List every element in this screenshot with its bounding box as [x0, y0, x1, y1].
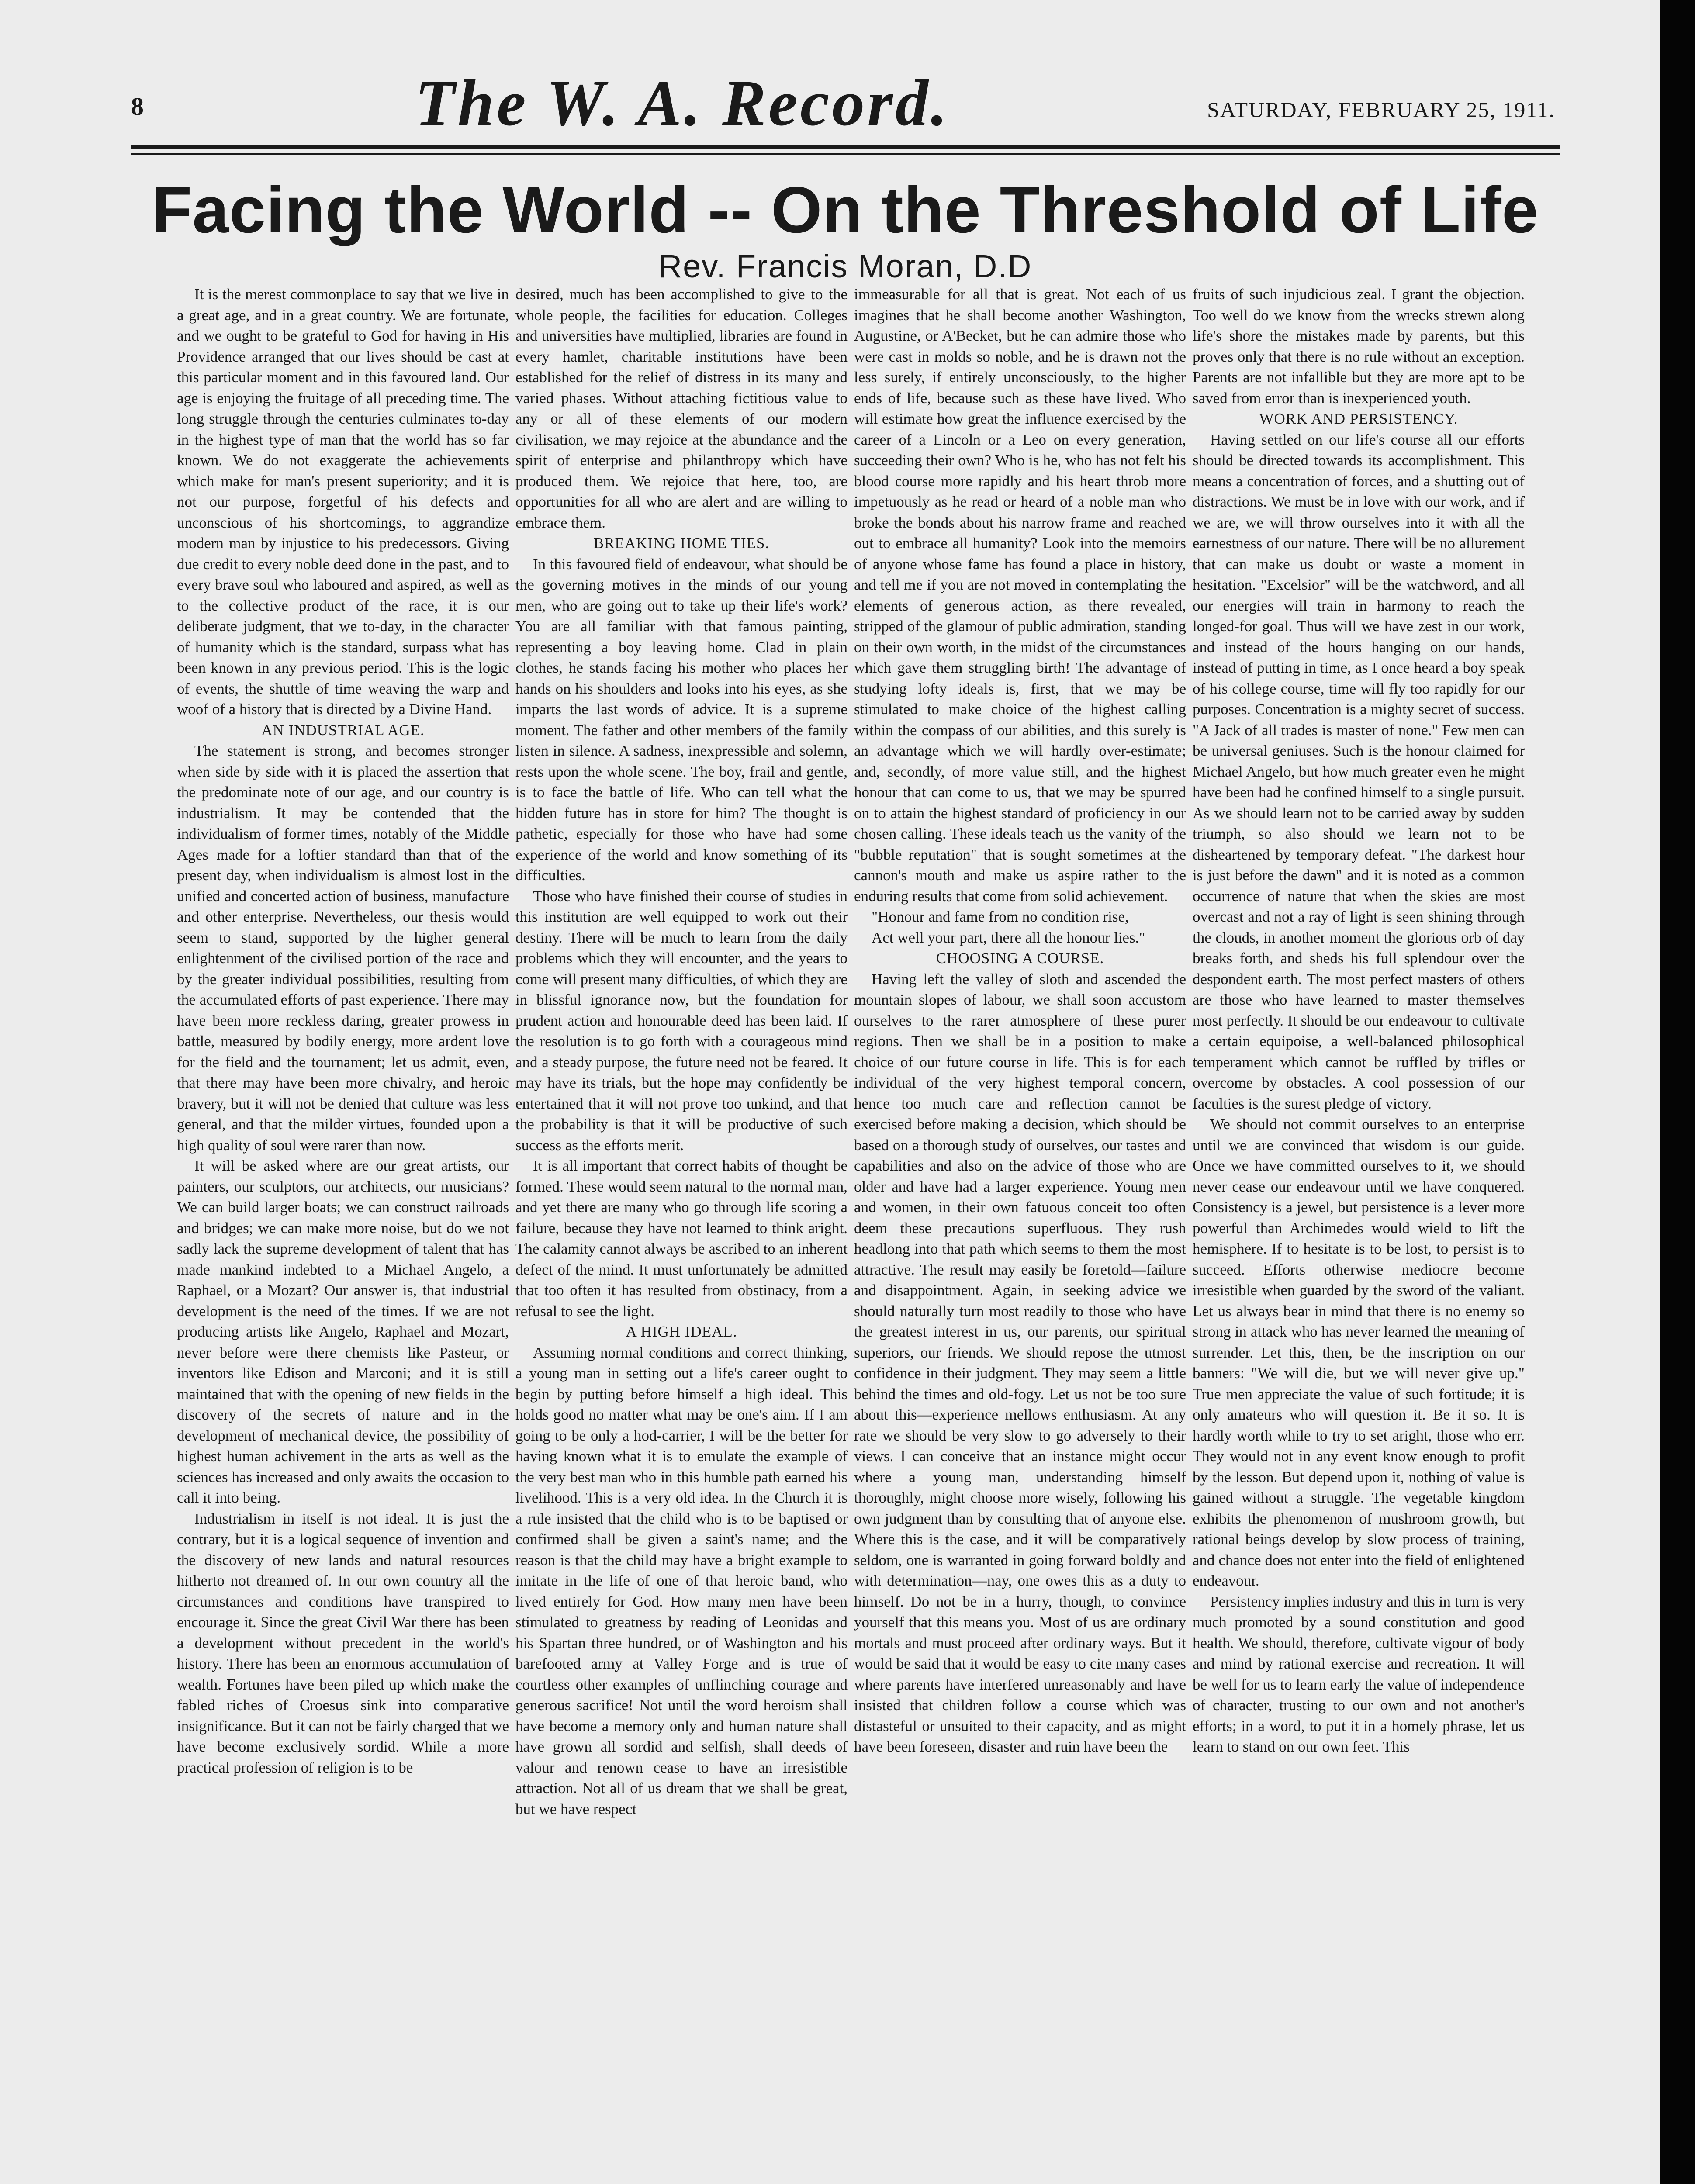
paper-name: The W. A. Record. — [415, 67, 950, 139]
section-heading: WORK AND PERSISTENCY. — [1259, 410, 1458, 427]
paragraph: desired, much has been accomplished to give to the whole people, the facilities for education. Colleges and universities have multiplied, libraries are found in every hamlet, charitable institutions have been established for the relief of distress in its many and varied phases. Without attaching fictitious value to any or all of these elements of our modern civilisation, we may rejoice at the abundance and the spirit of enterprise and philanthropy which have produced them. We rejoice that here, too, are opportunities for all who are alert and are willing to embrace them. — [515, 286, 848, 531]
article-byline: Rev. Francis Moran, D.D — [658, 248, 1032, 284]
section-heading: CHOOSING A COURSE. — [936, 950, 1104, 967]
scan-border — [1660, 0, 1695, 2184]
section-heading: AN INDUSTRIAL AGE. — [261, 721, 425, 739]
page-number: 8 — [131, 92, 144, 121]
paragraph: immeasurable for all that is great. Not each of us imagines that he shall become another Washington, Augustine, or A'Becket, but he can admire those who were cast in molds so noble, and he is drawn not the less surely, if entirely unconsciously, to the higher ends of life, because such as these have lived. Who will estimate how great the influence exercised by the career of a Lincoln or a Leo on every generation, succeeding their own? Who is he, who has not felt his blood course more rapidly and his heart throb more impetuously as he read or heard of a noble man who broke the bonds about his narrow frame and reached out to embrace all humanity? Look into the memoirs of anyone whose fame has found a place in history, and tell me if you are not moved in contemplating the elements of generous action, as there revealed, stripped of the glamour of public admiration, standing on their own worth, in the midst of the circumstances which gave them struggling birth! The advantage of studying lofty ideals is, first, that we may be stimulated to make choice of the highest calling within the compass of our abilities, and this surely is an advantage which we will hardly over-estimate; and, secondly, of more value still, and the highest honour that can come to us, that we may be spurred on to attain the highest standard of proficiency in our chosen calling. These ideals teach us the vanity of the "bubble reputation" that is sought sometimes at the cannon's mouth and make us aspire rather to the enduring results that come from solid achievement. — [854, 286, 1186, 905]
paragraph: Industrialism in itself is not ideal. It is just the contrary, but it is a logical sequence of invention and the discovery of new lands and natural resources hitherto not dreamed of. In our own country all the circumstances and conditions have transpired to encourage it. Since the great Civil War there has been a development without precedent in the world's history. There has been an enormous accumulation of wealth. Fortunes have been piled up which make the fabled riches of Croesus sink into comparative insignificance. But it can not be fairly charged that we have become exclusively sordid. While a more practical profession of religion is to be — [177, 1510, 509, 1776]
paragraph: We should not commit ourselves to an enterprise until we are convinced that wisdom is our guide. Once we have committed ourselves to it, we should never cease our endeavour until we have conquered. Consistency is a jewel, but persistence is a lever more powerful than Archimedes would wield to lift the hemisphere. If to hesitate is to be lost, to persist is to succeed. Efforts otherwise mediocre become irresistible when guarded by the sword of the valiant. Let us always bear in mind that there is no enemy so strong in attack who has never learned the meaning of surrender. Let this, then, be the inscription on our banners: "We will die, but we will never give up." True men appreciate the value of such fortitude; it is only amateurs who will question it. Be it so. It is hardly worth while to try to set aright, those who err. They would not in any event know enough to profit by the lesson. But depend upon it, nothing of value is gained without a struggle. The vegetable kingdom exhibits the phenomenon of mushroom growth, but rational beings develop by slow process of training, and chance does not enter into the field of enlightened endeavour. — [1193, 1116, 1525, 1589]
paragraph: Persistency implies industry and this in turn is very much promoted by a sound constitution and good health. We should, therefore, cultivate vigour of body and mind by rational exercise and recreation. It will be well for us to learn early the value of independence of character, trusting to our own and not another's efforts; in a word, to put it in a homely phrase, let us learn to stand on our own feet. This — [1193, 1593, 1525, 1755]
paragraph: The statement is strong, and becomes stronger when side by side with it is placed the assertion that the predominate note of our age, and our country is industrialism. It may be contended that the individualism of former times, notably of the Middle Ages made for a loftier standard than that of the present day, when individualism is almost lost in the unified and concerted action of business, manufacture and other enterprise. Nevertheless, our thesis would seem to stand, supported by the higher general enlightenment of the civilised portion of the race and by the greater individual possibilities, resulting from the accumulated efforts of past experience. There may have been more reckless daring, greater prowess in battle, measured by bodily energy, more ardent love for the field and the tournament; let us admit, even, that there may have been more chivalry, and heroic bravery, but it will not be denied that culture was less general, and that the milder virtues, founded upon a high quality of soul were rarer than now. — [177, 742, 509, 1154]
article-column-3 — [854, 284, 1186, 2184]
paragraph: In this favoured field of endeavour, what should be the governing motives in the minds of our young men, who are going out to take up their life's work? You are all familiar with that famous painting, representing a boy leaving home. Clad in plain clothes, he stands facing his mother who places her hands on his shoulders and looks into his eyes, as she imparts the last words of advice. It is a supreme moment. The father and other members of the family listen in silence. A sadness, inexpressible and solemn, rests upon the whole scene. The boy, frail and gentle, is to face the battle of life. Who can tell what the hidden future has in store for him? The thought is pathetic, especially for those who have had some experience of the world and know something of its difficulties. — [515, 555, 848, 884]
paragraph: fruits of such injudicious zeal. I grant the objection. Too well do we know from the wrecks strewn along life's shore the mistakes made by parents, but this proves only that there is no rule without an exception. Parents are not infallible but they are more apt to be saved from error than is inexperienced youth. — [1193, 286, 1525, 407]
dateline: SATURDAY, FEBRUARY 25, 1911. — [1207, 97, 1555, 122]
section-heading: A HIGH IDEAL. — [626, 1323, 737, 1340]
article-column-1 — [177, 284, 509, 2184]
paragraph: It will be asked where are our great artists, our painters, our sculptors, our architects, our musicians? We can build larger boats; we can construct railroads and bridges; we can make more noise, but do we not sadly lack the supreme development of talent that has made mankind indebted to a Michael Angelo, a Raphael, or a Mozart? Our answer is, that industrial development is the need of the times. If we are not producing artists like Angelo, Raphael and Mozart, never before were there chemists like Pasteur, or inventors like Edison and Marconi; and it is still maintained that with the opening of new fields in the discovery of the secrets of nature and in the development of mechanical device, the possibility of highest human achivement in the arts as well as the sciences has increased and only awaits the occasion to call it into being. — [177, 1157, 509, 1506]
article-column-4 — [1193, 284, 1525, 2184]
masthead — [131, 66, 1555, 144]
paragraph: Having left the valley of sloth and ascended the mountain slopes of labour, we shall soon accustom ourselves to the rarer atmosphere of these purer regions. Then we shall be in a position to make choice of our future course in life. This is for each individual of the very highest temporal concern, hence too much care and reflection cannot be exercised before making a decision, which should be based on a thorough study of ourselves, our tastes and capabilities and also on the advice of those who are older and have had a larger experience. Young men and women, in their own fatuous conceit too often deem these precautions superfluous. They rush headlong into that path which seems to them the most attractive. The result may easily be foretold—failure and disappointment. Again, in seeking advice we should naturally turn most readily to those who have the greatest interest in us, our parents, our spiritual superiors, our friends. We should repose the utmost confidence in their judgment. They may seem a little behind the times and old-fogy. Let us not be too sure about this—experience mellows enthusiasm. At any rate we should be very slow to go adversely to their views. I can conceive that an instance might occur where a young man, understanding himself thoroughly, might choose more wisely, following his own judgment than by consulting that of anyone else. Where this is the case, and it will be comparatively seldom, one is warranted in going forward boldly and with determination—nay, one owes this as a duty to himself. Do not be in a hurry, though, to convince yourself that this means you. Most of us are ordinary mortals and must proceed after ordinary ways. But it would be said that it would be easy to cite many cases where parents have interfered unreasonably and have insisted that children follow a course which was distasteful or unsuited to their capacity, and as might have been foreseen, disaster and ruin have been the — [854, 970, 1186, 1755]
section-heading: BREAKING HOME TIES. — [593, 535, 770, 552]
paragraph: It is all important that correct habits of thought be formed. These would seem natural to the normal man, and yet there are many who go through life scoring a failure, because they have not learned to think aright. The calamity cannot always be ascribed to an inherent defect of the mind. It must unfortunately be admitted that too often it has resulted from obstinacy, from a refusal to see the light. — [515, 1157, 848, 1320]
paragraph: Those who have finished their course of studies in this institution are well equipped to work out their destiny. There will be much to learn from the daily problems which they will encounter, and the years to come will present many difficulties, of which they are in blissful ignorance now, but the foundation for prudent action and honourable deed has been laid. If the resolution is to go forth with a courageous mind and a steady purpose, the future need not be feared. It may have its trials, but the hope may confidently be entertained that it will not prove too unkind, and that the probability is that it will be productive of such success as the efforts merit. — [515, 887, 848, 1154]
paragraph: Having settled on our life's course all our efforts should be directed towards its accomplishment. This means a concentration of forces, and a shutting out of distractions. We must be in love with our work, and if we are, we will throw ourselves into it with all the earnestness of our nature. There will be no allurement that can make us doubt or waste a moment in hesitation. "Excelsior" will be the watchword, and all our energies will train in harmony to reach the longed-for goal. Thus will we have zest in our work, and instead of the hours hanging on our hands, instead of putting in time, as I once heard a boy speak of his college course, time will fly too rapidly for our purposes. Concentration is a mighty secret of success. "A Jack of all trades is master of none." Few men can be universal geniuses. Such is the honour claimed for Michael Angelo, but how much greater even he might have been had he confined himself to a single pursuit. As we should learn not to be carried away by sudden triumph, so also should we learn not to be disheartened by temporary defeat. "The darkest hour is just before the dawn" and it is noted as a common occurrence of nature that when the skies are most overcast and not a ray of light is seen shining through the clouds, in another moment the glorious orb of day breaks forth, and sheds his full splendour over the despondent earth. The most perfect masters of others are those who have learned to master themselves most perfectly. It should be our endeavour to cultivate a certain equipoise, a well-balanced philosophical temperament which cannot be ruffled by trifles or overcome by obstacles. A cool possession of our faculties is the surest pledge of victory. — [1193, 431, 1525, 1112]
verse-line: Act well your part, there all the honour lies." — [872, 929, 1145, 946]
article-column-2 — [515, 284, 848, 2184]
paragraph: It is the merest commonplace to say that we live in a great age, and in a great country. We are fortunate, and we ought to be grateful to God for having in His Providence arranged that our lives should be cast at this particular moment and in this favoured land. Our age is enjoying the fruitage of all preceding time. The long struggle through the centuries culminates to-day in the highest type of man that the world has so far known. We do not exaggerate the achievements which make for man's present superiority; and it is not our purpose, forgetful of his defects and unconscious of his shortcomings, to aggrandize modern man by injustice to his predecessors. Giving due credit to every noble deed done in the past, and to every brave soul who laboured and aspired, as well as to the collective product of the race, it is our deliberate judgment, that we to-day, in the character of humanity which is the standard, surpass what has been known in any previous period. This is the logic of events, the shuttle of time weaving the warp and woof of a history that is directed by a Divine Hand. — [177, 286, 509, 718]
masthead-rule-thin — [131, 153, 1560, 155]
masthead-rule-thick — [131, 145, 1560, 149]
verse-line: "Honour and fame from no condition rise, — [872, 908, 1129, 925]
article-headline: Facing the World -- On the Threshold of Life — [152, 173, 1539, 246]
paragraph: Assuming normal conditions and correct thinking, a young man in setting out a life's career ought to begin by putting before himself a high ideal. This holds good no matter what may be one's aim. If I am going to be only a hod-carrier, I will be the better for having known what it is to emulate the example of the very best man who in this humble path earned his livelihood. This is a very old idea. In the Church it is a rule insisted that the child who is to be baptised or confirmed shall be given a saint's name; and the reason is that the child may have a bright example to imitate in the life of one of that heroic band, who lived entirely for God. How many men have been stimulated to greatness by reading of Leonidas and his Spartan three hundred, or of Washington and his barefooted army at Valley Forge and is true of courtless other examples of unflinching courage and generous sacrifice! Not until the word heroism shall have become a memory only and human nature shall have grown all sordid and selfish, shall deeds of valour and renown cease to have an irresistible attraction. Not all of us dream that we shall be great, but we have respect — [515, 1344, 848, 1818]
